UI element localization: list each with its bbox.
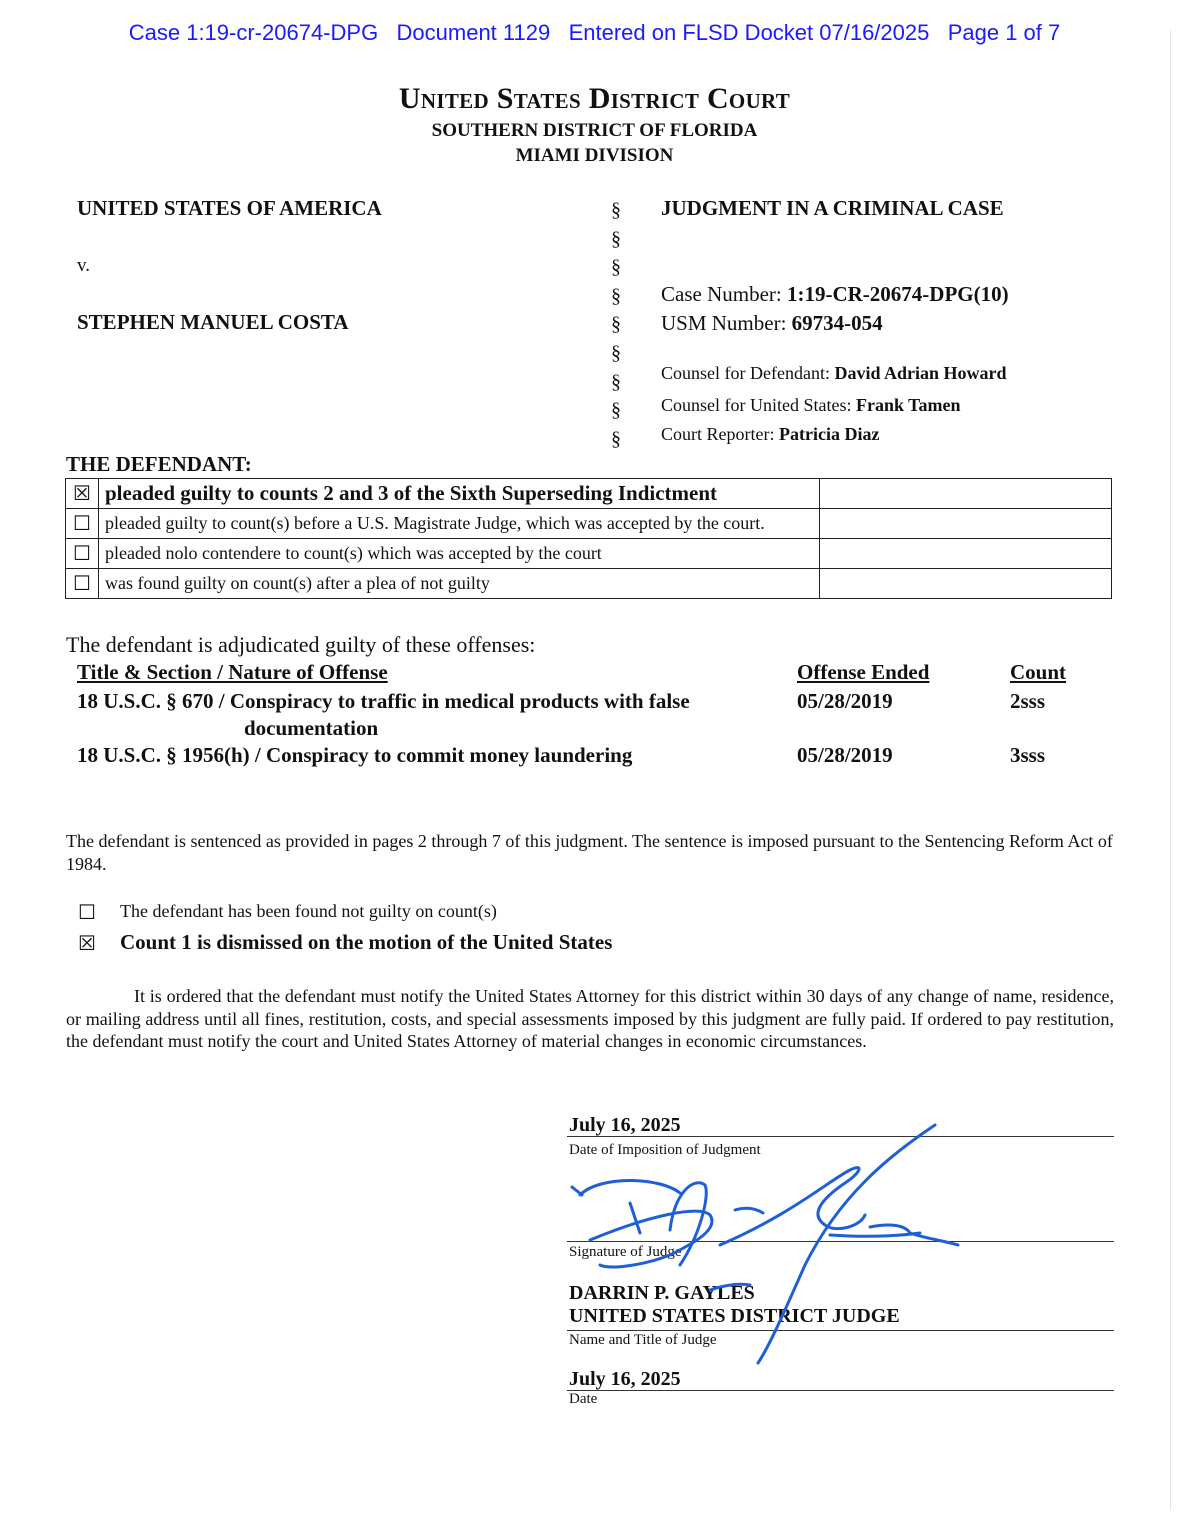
docket-case: Case 1:19-cr-20674-DPG [128, 20, 379, 45]
plea-row [66, 539, 1112, 569]
plaintiff-name: UNITED STATES OF AMERICA [77, 196, 382, 220]
court-reporter [661, 424, 879, 445]
court-title: United States District Court [398, 82, 791, 115]
defendant-name: STEPHEN MANUEL COSTA [77, 310, 349, 334]
counsel-defendant [661, 363, 1006, 384]
checkbox-checked: ☒ [78, 933, 96, 955]
counsel-us-label: Counsel for United States: [661, 395, 852, 415]
judge-name-title-label: Name and Title of Judge [569, 1332, 717, 1348]
checkbox-checked: ☒ [66, 479, 99, 509]
offense-count: 3sss [1010, 743, 1046, 767]
court-reporter-value: Patricia Diaz [778, 424, 880, 444]
sentence-paragraph: The defendant is sentenced as provided in pages 2 through 7 of this judgment. The sentence is imposed pursuant to the Sentencing Reform Act of 1984. [66, 831, 1113, 874]
plea-text: pleaded nolo contendere to count(s) which was accepted by the court [99, 539, 820, 569]
section-symbol: § [611, 199, 621, 221]
checkbox-unchecked: ☐ [66, 569, 99, 599]
counsel-defendant-value: David Adrian Howard [834, 363, 1007, 383]
scan-edge-mark [1170, 30, 1171, 1510]
offense-col-ended: Offense Ended [797, 660, 930, 684]
offense-title: 18 U.S.C. § 1956(h) / Conspiracy to commit money laundering [77, 743, 633, 767]
offenses-intro: The defendant is adjudicated guilty of these offenses: [66, 632, 536, 657]
docket-entered: Entered on FLSD Docket 07/16/2025 [568, 20, 930, 45]
section-symbol: § [611, 284, 621, 307]
checkbox-unchecked: ☐ [78, 902, 96, 924]
court-reporter-label: Court Reporter: [661, 424, 775, 444]
disposition-text: Count 1 is dismissed on the motion of the United States [120, 930, 613, 954]
usm-number-value: 69734-054 [791, 311, 883, 335]
offense-title: 18 U.S.C. § 670 / Conspiracy to traffic in medical products with false [77, 689, 690, 713]
defendant-heading: THE DEFENDANT: [66, 452, 252, 476]
counsel-us-value: Frank Tamen [855, 395, 961, 415]
section-symbol: § [611, 341, 621, 364]
offense-title-continued: documentation [244, 716, 379, 740]
offense-col-count: Count [1010, 660, 1067, 684]
plea-blank-cell [820, 539, 1112, 569]
offense-ended: 05/28/2019 [797, 689, 893, 713]
order-paragraph: It is ordered that the defendant must notify the United States Attorney for this district within 30 days of any change of name, residence, or mailing address until all fines, restitution, costs, and special assessments imposed by this judgment are fully paid. If ordered to pay restitution, the defendant must notify the court and United States Attorney of material changes in economic circumstances. [66, 986, 1114, 1051]
plea-table [65, 478, 1112, 599]
plea-row [66, 479, 1112, 509]
checkbox-unchecked: ☐ [66, 539, 99, 569]
judge-title: UNITED STATES DISTRICT JUDGE [569, 1305, 900, 1327]
case-number-value: 1:19-CR-20674-DPG(10) [786, 282, 1009, 306]
plea-row [66, 569, 1112, 599]
section-symbol: § [611, 256, 621, 279]
disposition-text: The defendant has been found not guilty on count(s) [120, 901, 497, 921]
usm-number [661, 311, 883, 336]
plea-row [66, 509, 1112, 539]
imposition-date-label: Date of Imposition of Judgment [569, 1142, 761, 1158]
case-number [661, 282, 1009, 307]
offense-col-title: Title & Section / Nature of Offense [77, 660, 388, 684]
signature-label: Signature of Judge [569, 1244, 682, 1260]
judge-name: DARRIN P. GAYLES [569, 1282, 755, 1304]
judge-signature [560, 1115, 980, 1375]
counsel-us [661, 395, 961, 416]
counsel-defendant-label: Counsel for Defendant: [661, 363, 830, 383]
case-number-label: Case Number: [661, 282, 782, 306]
docket-document: Document 1129 [396, 20, 551, 45]
court-district: SOUTHERN DISTRICT OF FLORIDA [431, 120, 758, 141]
plea-text: pleaded guilty to counts 2 and 3 of the Sixth Superseding Indictment [99, 479, 820, 509]
judgment-title: JUDGMENT IN A CRIMINAL CASE [661, 196, 1004, 220]
section-symbol: § [611, 427, 621, 450]
section-symbol: § [611, 313, 621, 336]
court-division: MIAMI DIVISION [515, 145, 674, 166]
usm-number-label: USM Number: [661, 311, 787, 335]
section-symbol: § [611, 399, 621, 422]
offense-ended: 05/28/2019 [797, 743, 893, 767]
checkbox-unchecked: ☐ [66, 509, 99, 539]
plea-text: was found guilty on count(s) after a plea of not guilty [99, 569, 820, 599]
sign-date: July 16, 2025 [569, 1368, 681, 1390]
section-symbol-column [611, 196, 631, 453]
plea-text: pleaded guilty to count(s) before a U.S. Magistrate Judge, which was accepted by the court. [99, 509, 820, 539]
plea-blank-cell [820, 509, 1112, 539]
offense-count: 2sss [1010, 689, 1046, 713]
plea-blank-cell [820, 569, 1112, 599]
section-symbol: § [611, 227, 621, 250]
plea-blank-cell [820, 479, 1112, 509]
sign-date-line [567, 1390, 1114, 1391]
docket-page: Page 1 of 7 [947, 20, 1061, 45]
section-symbol: § [611, 370, 621, 393]
docket-header [0, 20, 1189, 46]
sign-date-label: Date [569, 1391, 598, 1407]
versus-label: v. [77, 255, 91, 276]
imposition-date: July 16, 2025 [569, 1114, 681, 1136]
